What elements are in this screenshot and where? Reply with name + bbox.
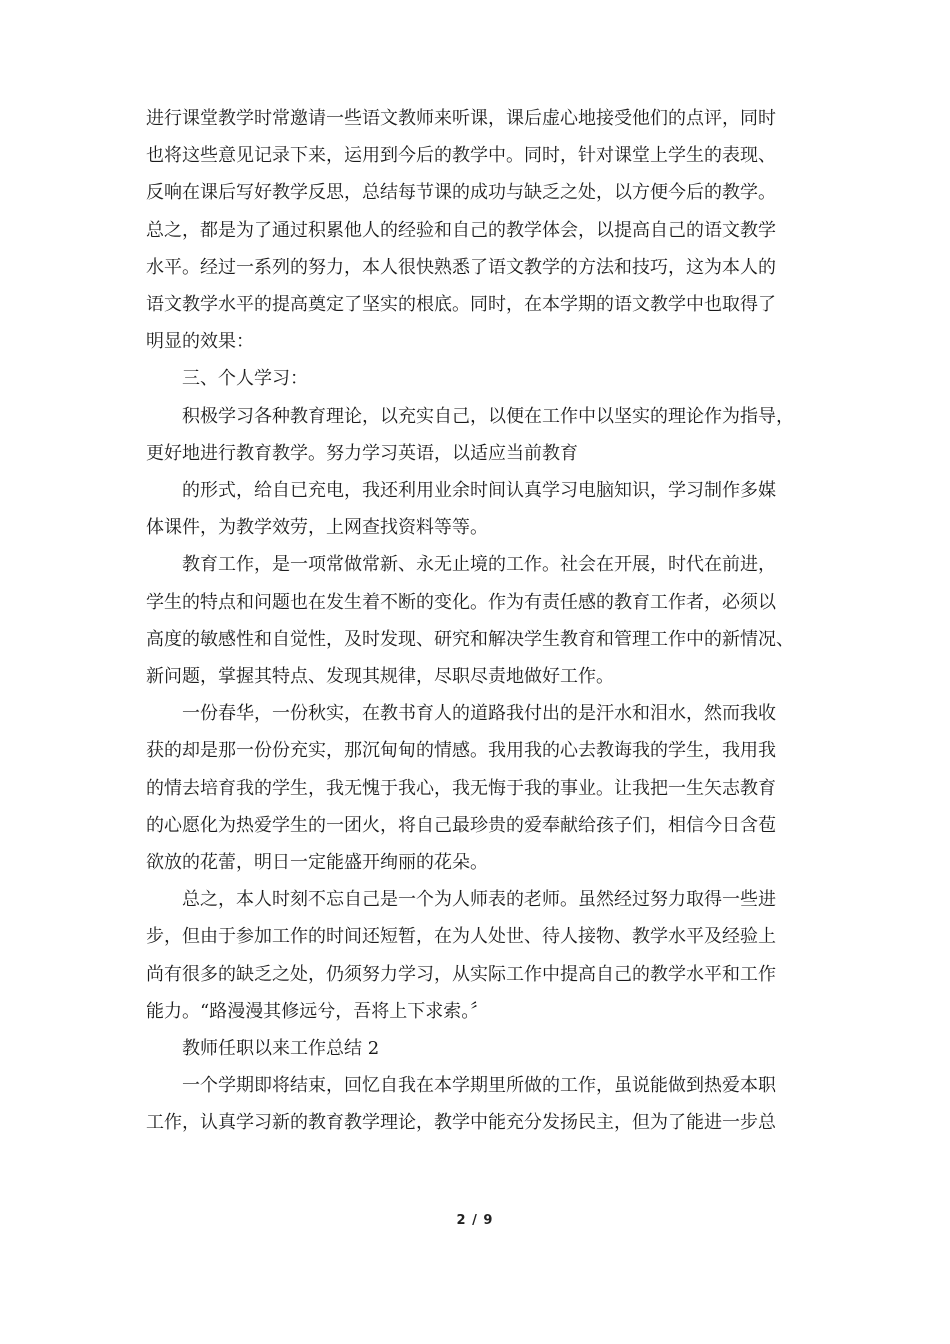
paragraph [146, 100, 806, 360]
text-line: 三、个人学习： [182, 368, 308, 390]
text-line: 总之，本人时刻不忘自己是一个为人师表的老师。虽然经过努力取得一些进 [182, 889, 776, 911]
text-line: 工作，认真学习新的教育教学理论，教学中能充分发扬民主，但为了能进一步总 [146, 1112, 776, 1134]
text-line: 也将这些意见记录下来，运用到今后的教学中。同时，针对课堂上学生的表现、 [146, 145, 776, 167]
text-line: 的心愿化为热爱学生的一团火，将自己最珍贵的爱奉献给孩子们，相信今日含苞 [146, 814, 776, 836]
text-line: 获的却是那一份份充实，那沉甸甸的情感。我用我的心去教诲我的学生，我用我 [146, 740, 776, 762]
text-line: 能力。“路漫漫其修远兮，吾将上下求索。〞 [146, 1000, 489, 1022]
text-line: 的情去培育我的学生，我无愧于我心，我无悔于我的事业。让我把一生矢志教育 [146, 777, 776, 799]
text-line: 的形式，给自已充电，我还利用业余时间认真学习电脑知识，学习制作多媒 [182, 480, 776, 502]
text-line: 积极学习各种教育理论，以充实自己，以便在工作中以坚实的理论作为指导， [182, 405, 794, 427]
page-number: 2 / 9 [456, 1213, 494, 1228]
text-line: 欲放的花蕾，明日一定能盛开绚丽的花朵。 [146, 852, 488, 874]
paragraph [146, 695, 806, 881]
text-line: 总之，都是为了通过积累他人的经验和自己的教学体会，以提高自己的语文教学 [146, 219, 776, 241]
text-line: 步，但由于参加工作的时间还短暂，在为人处世、待人接物、教学水平及经验上 [146, 926, 776, 948]
paragraph [146, 398, 806, 472]
text-line: 一个学期即将结束，回忆自我在本学期里所做的工作，虽说能做到热爱本职 [182, 1075, 776, 1097]
text-line: 教师任职以来工作总结 2 [182, 1038, 380, 1060]
paragraph [146, 472, 806, 546]
text-line: 更好地进行教育教学。努力学习英语，以适应当前教育 [146, 442, 578, 464]
text-line: 尚有很多的缺乏之处，仍须努力学习，从实际工作中提高自己的教学水平和工作 [146, 963, 776, 985]
paragraph [146, 881, 806, 1030]
text-line: 教育工作，是一项常做常新、永无止境的工作。社会在开展，时代在前进， [182, 554, 776, 576]
paragraph [146, 360, 806, 397]
paragraph [146, 1067, 806, 1141]
paragraph [146, 1030, 806, 1067]
text-line: 明显的效果： [146, 331, 254, 353]
text-line: 体课件，为教学效劳，上网查找资料等等。 [146, 517, 488, 539]
text-line: 水平。经过一系列的努力，本人很快熟悉了语文教学的方法和技巧，这为本人的 [146, 256, 776, 278]
text-line: 进行课堂教学时常邀请一些语文教师来听课，课后虚心地接受他们的点评，同时 [146, 108, 776, 129]
text-line: 新问题，掌握其特点、发现其规律，尽职尽责地做好工作。 [146, 666, 614, 688]
text-line: 反响在课后写好教学反思，总结每节课的成功与缺乏之处，以方便今后的教学。 [146, 182, 776, 204]
text-line: 高度的敏感性和自觉性，及时发现、研究和解决学生教育和管理工作中的新情况、 [146, 628, 794, 650]
document-body [146, 100, 806, 1142]
text-line: 学生的特点和问题也在发生着不断的变化。作为有责任感的教育工作者，必须以 [146, 591, 776, 613]
paragraph [146, 546, 806, 695]
text-line: 语文教学水平的提高奠定了坚实的根底。同时，在本学期的语文教学中也取得了 [146, 294, 776, 316]
text-line: 一份春华，一份秋实，在教书育人的道路我付出的是汗水和泪水，然而我收 [182, 703, 776, 725]
